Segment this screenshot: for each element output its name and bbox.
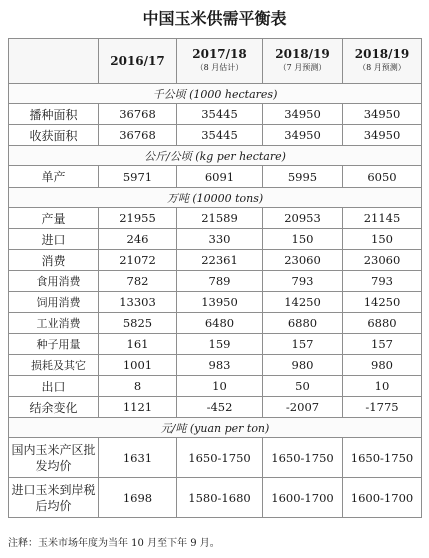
table-row bbox=[9, 166, 422, 188]
table-cell: 1001 bbox=[99, 355, 177, 376]
row-label-feed: 饲用消费 bbox=[9, 292, 99, 313]
unit-row-price bbox=[9, 418, 422, 438]
table-row bbox=[9, 397, 422, 418]
table-header-row bbox=[9, 39, 422, 84]
table-title: 中国玉米供需平衡表 bbox=[142, 9, 287, 28]
table-cell: 36768 bbox=[99, 104, 177, 125]
table-cell: 1650-1750 bbox=[343, 438, 422, 478]
table-cell: 13950 bbox=[177, 292, 263, 313]
table-cell: 246 bbox=[99, 229, 177, 250]
table-row bbox=[9, 438, 422, 478]
table-cell: 10 bbox=[177, 376, 263, 397]
table-row bbox=[9, 355, 422, 376]
table-cell: 1631 bbox=[99, 438, 177, 478]
table-cell: 980 bbox=[343, 355, 422, 376]
unit-price-label: 元/吨 (yuan per ton) bbox=[9, 418, 422, 438]
header-col-4 bbox=[343, 39, 422, 84]
table-cell: 35445 bbox=[177, 125, 263, 146]
table-cell: 20953 bbox=[263, 208, 343, 229]
header-col-2-year: 2017/18 bbox=[192, 47, 247, 61]
table-cell: 50 bbox=[263, 376, 343, 397]
table-cell: 159 bbox=[177, 334, 263, 355]
table-row bbox=[9, 250, 422, 271]
unit-row-volume bbox=[9, 188, 422, 208]
table-cell: 22361 bbox=[177, 250, 263, 271]
table-cell: 36768 bbox=[99, 125, 177, 146]
table-cell: 34950 bbox=[263, 125, 343, 146]
table-row bbox=[9, 313, 422, 334]
row-label-food: 食用消费 bbox=[9, 271, 99, 292]
row-label-seed: 种子用量 bbox=[9, 334, 99, 355]
footnote: 注释：玉米市场年度为当年 10 月至下年 9 月。 bbox=[8, 538, 220, 549]
row-label-harvested-area: 收获面积 bbox=[9, 125, 99, 146]
table-row bbox=[9, 478, 422, 518]
table-cell: 5995 bbox=[263, 166, 343, 188]
header-col-1 bbox=[99, 39, 177, 84]
row-label-production: 产量 bbox=[9, 208, 99, 229]
table-cell: 14250 bbox=[343, 292, 422, 313]
header-empty-cell bbox=[9, 39, 99, 84]
table-cell: 6091 bbox=[177, 166, 263, 188]
table-cell: 330 bbox=[177, 229, 263, 250]
table-cell: 5825 bbox=[99, 313, 177, 334]
table-cell: 980 bbox=[263, 355, 343, 376]
table-row bbox=[9, 229, 422, 250]
table-row bbox=[9, 125, 422, 146]
table-row bbox=[9, 271, 422, 292]
table-cell: 1600-1700 bbox=[263, 478, 343, 518]
header-col-3-note: （7 月预测） bbox=[278, 63, 327, 72]
header-col-3-year: 2018/19 bbox=[275, 47, 330, 61]
row-label-loss: 损耗及其它 bbox=[9, 355, 99, 376]
header-col-4-year: 2018/19 bbox=[354, 47, 410, 61]
row-label-imports: 进口 bbox=[9, 229, 99, 250]
unit-row-yield bbox=[9, 146, 422, 166]
table-cell: 983 bbox=[177, 355, 263, 376]
row-label-import-price: 进口玉米到岸税后均价 bbox=[9, 478, 99, 518]
row-label-balance: 结余变化 bbox=[9, 397, 99, 418]
table-cell: 14250 bbox=[263, 292, 343, 313]
unit-volume-label: 万吨 (10000 tons) bbox=[9, 188, 422, 208]
table-cell: 21589 bbox=[177, 208, 263, 229]
table-cell: 150 bbox=[343, 229, 422, 250]
table-cell: 789 bbox=[177, 271, 263, 292]
row-label-exports: 出口 bbox=[9, 376, 99, 397]
table-cell: 157 bbox=[263, 334, 343, 355]
table-cell: 782 bbox=[99, 271, 177, 292]
header-col-2 bbox=[177, 39, 263, 84]
table-row bbox=[9, 292, 422, 313]
row-label-planted-area: 播种面积 bbox=[9, 104, 99, 125]
table-cell: 34950 bbox=[343, 104, 422, 125]
row-label-consumption: 消费 bbox=[9, 250, 99, 271]
header-col-1-year: 2016/17 bbox=[110, 53, 165, 68]
unit-area-label: 千公顷 (1000 hectares) bbox=[9, 84, 422, 104]
table-row bbox=[9, 208, 422, 229]
table-cell: 35445 bbox=[177, 104, 263, 125]
header-col-3 bbox=[263, 39, 343, 84]
table-cell: 157 bbox=[343, 334, 422, 355]
table-row bbox=[9, 104, 422, 125]
table-cell: 793 bbox=[263, 271, 343, 292]
table-cell: 34950 bbox=[263, 104, 343, 125]
table-cell: 161 bbox=[99, 334, 177, 355]
table-cell: 8 bbox=[99, 376, 177, 397]
table-cell: 21145 bbox=[343, 208, 422, 229]
table-cell: 6880 bbox=[343, 313, 422, 334]
table-row bbox=[9, 376, 422, 397]
table-cell: 1698 bbox=[99, 478, 177, 518]
table-cell: 1580-1680 bbox=[177, 478, 263, 518]
table-cell: 23060 bbox=[263, 250, 343, 271]
table-cell: 6480 bbox=[177, 313, 263, 334]
table-cell: 34950 bbox=[343, 125, 422, 146]
table-cell: 1650-1750 bbox=[177, 438, 263, 478]
header-col-2-note: （8 月估计） bbox=[195, 63, 244, 72]
table-cell: 793 bbox=[343, 271, 422, 292]
table-cell: 10 bbox=[343, 376, 422, 397]
table-cell: 5971 bbox=[99, 166, 177, 188]
table-cell: 21072 bbox=[99, 250, 177, 271]
table-cell: 21955 bbox=[99, 208, 177, 229]
table-cell: 1121 bbox=[99, 397, 177, 418]
row-label-domestic-price: 国内玉米产区批发均价 bbox=[9, 438, 99, 478]
supply-demand-table bbox=[8, 38, 422, 518]
table-row bbox=[9, 334, 422, 355]
table-cell: 23060 bbox=[343, 250, 422, 271]
header-col-4-note: （8 月预测） bbox=[358, 63, 406, 72]
table-cell: 150 bbox=[263, 229, 343, 250]
table-cell: 13303 bbox=[99, 292, 177, 313]
table-cell: -1775 bbox=[343, 397, 422, 418]
table-cell: -452 bbox=[177, 397, 263, 418]
table-cell: 6880 bbox=[263, 313, 343, 334]
row-label-industrial: 工业消费 bbox=[9, 313, 99, 334]
table-cell: 1650-1750 bbox=[263, 438, 343, 478]
unit-row-area bbox=[9, 84, 422, 104]
unit-yield-label: 公斤/公顷 (kg per hectare) bbox=[9, 146, 422, 166]
row-label-yield: 单产 bbox=[9, 166, 99, 188]
table-cell: -2007 bbox=[263, 397, 343, 418]
table-cell: 6050 bbox=[343, 166, 422, 188]
table-cell: 1600-1700 bbox=[343, 478, 422, 518]
